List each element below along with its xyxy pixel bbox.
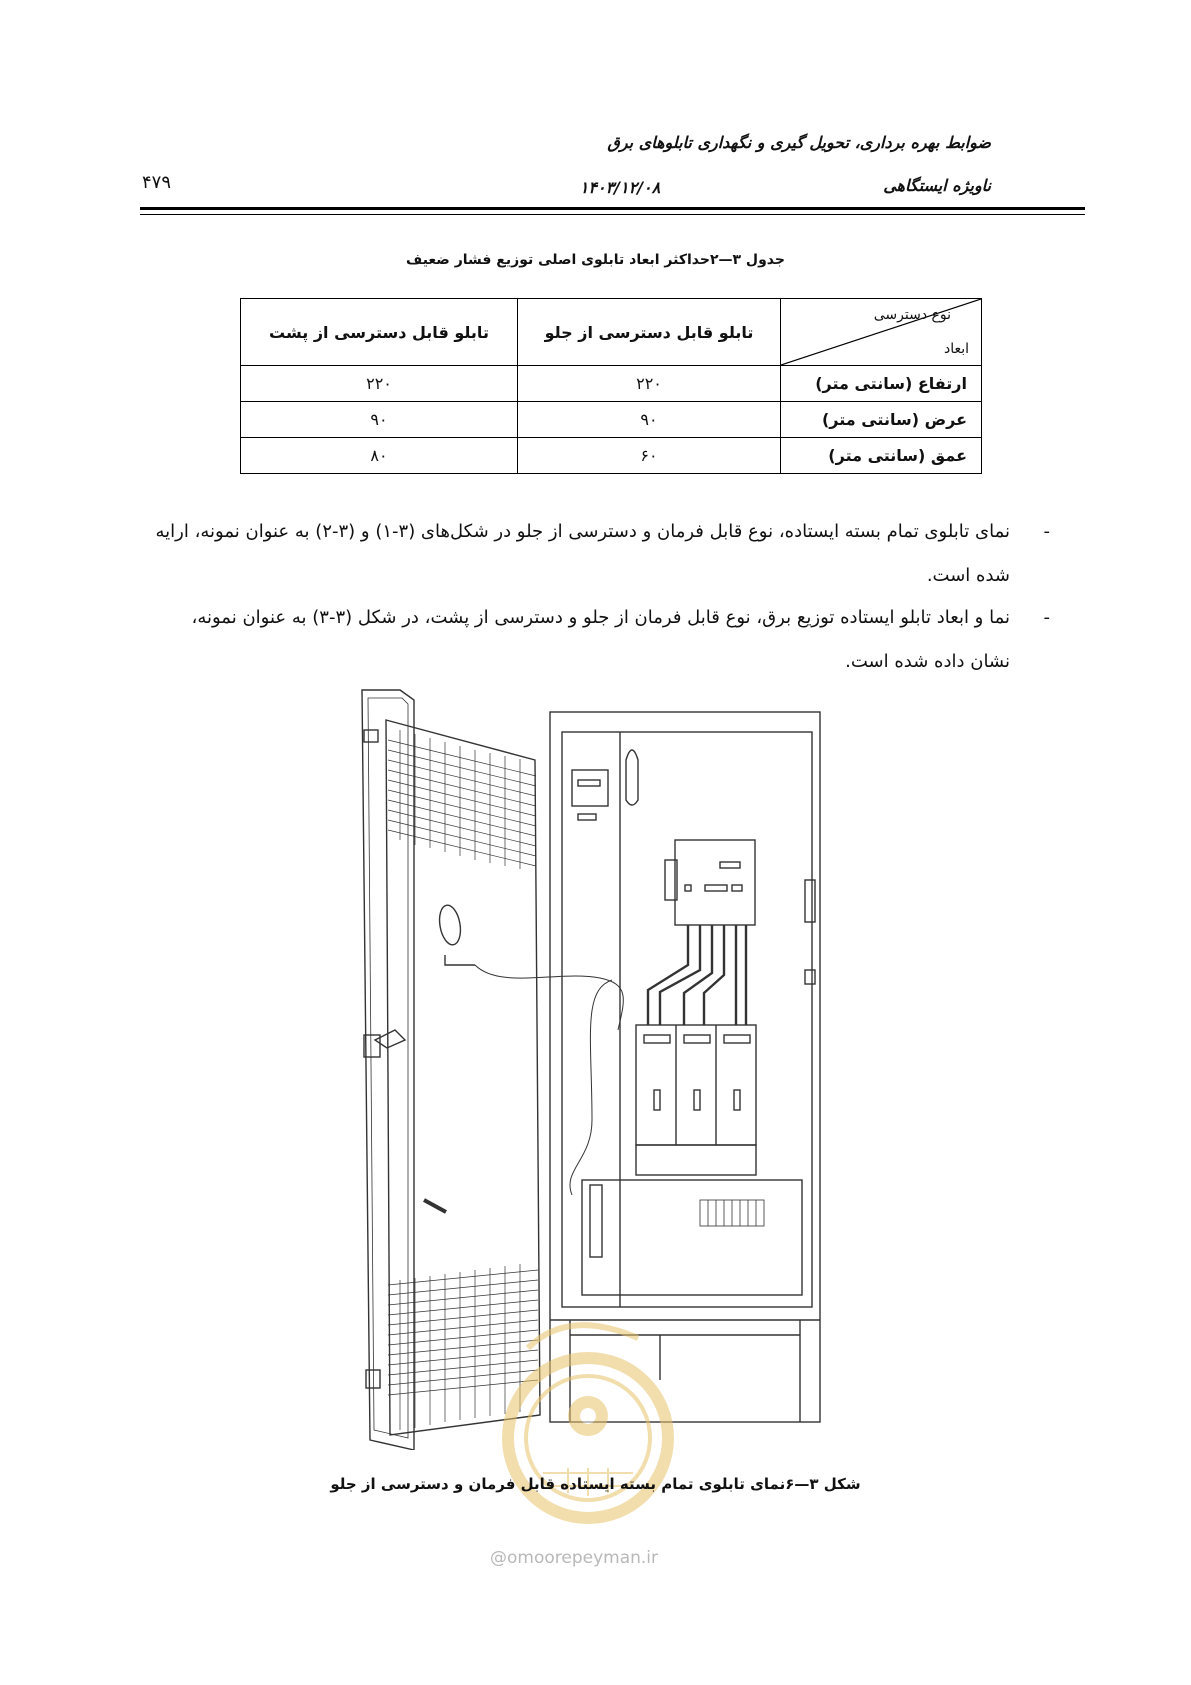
bullet-item	[150, 596, 1050, 684]
bullet-dash: -	[1043, 521, 1050, 542]
corner-top-label: نوع دسترسی	[873, 307, 951, 323]
header-rule-thick	[140, 207, 1085, 210]
cell-back: ۹۰	[241, 402, 518, 438]
bullet-text: نما و ابعاد تابلو ایستاده توزیع برق، نوع قابل فرمان از جلو و دسترسی از پشت، در شکل (۳-۳) به عنوان نمونه، نشان داده شده است.	[191, 607, 1010, 672]
row-label: عرض (سانتی متر)	[781, 402, 982, 438]
table-row	[241, 402, 982, 438]
cell-front: ۲۲۰	[518, 366, 781, 402]
table-row	[241, 438, 982, 474]
row-label: عمق (سانتی متر)	[781, 438, 982, 474]
watermark-text: @omoorepeyman.ir	[490, 1548, 659, 1568]
table-row	[241, 366, 982, 402]
watermark-logo	[488, 1298, 688, 1528]
bullet-text: نمای تابلوی تمام بسته ایستاده، نوع قابل فرمان و دسترسی از جلو در شکل‌های (۳-۱) و (۳-۲) به عنوان نمونه، ارایه شده است.	[155, 521, 1010, 586]
figure-caption: شکل ۳—۶نمای تابلوی تمام بسته ایستاده قابل فرمان و دسترسی از جلو	[330, 1475, 861, 1493]
column-header-front: تابلو قابل دسترسی از جلو	[518, 299, 781, 366]
table-corner-cell	[781, 299, 982, 366]
bullet-dash: -	[1043, 607, 1050, 628]
cell-front: ۶۰	[518, 438, 781, 474]
bullet-item	[150, 510, 1050, 598]
page-number: ۴۷۹	[142, 172, 172, 193]
table-caption: جدول ۳—۲حداکثر ابعاد تابلوی اصلی توزیع فشار ضعیف	[406, 252, 785, 268]
cell-back: ۲۲۰	[241, 366, 518, 402]
document-title: ضوابط بهره برداری، تحویل گیری و نگهداری تابلوهای برق	[607, 133, 991, 152]
row-label: ارتفاع (سانتی متر)	[781, 366, 982, 402]
corner-bottom-label: ابعاد	[943, 341, 969, 357]
dimensions-table	[240, 298, 982, 474]
document-subtitle: ناویژه ایستگاهی	[883, 176, 991, 195]
cell-back: ۸۰	[241, 438, 518, 474]
header-rule-thin	[140, 214, 1085, 215]
cell-front: ۹۰	[518, 402, 781, 438]
document-date: ۱۴۰۳/۱۲/۰۸	[579, 178, 661, 197]
table-header-row	[241, 299, 982, 366]
column-header-back: تابلو قابل دسترسی از پشت	[241, 299, 518, 366]
